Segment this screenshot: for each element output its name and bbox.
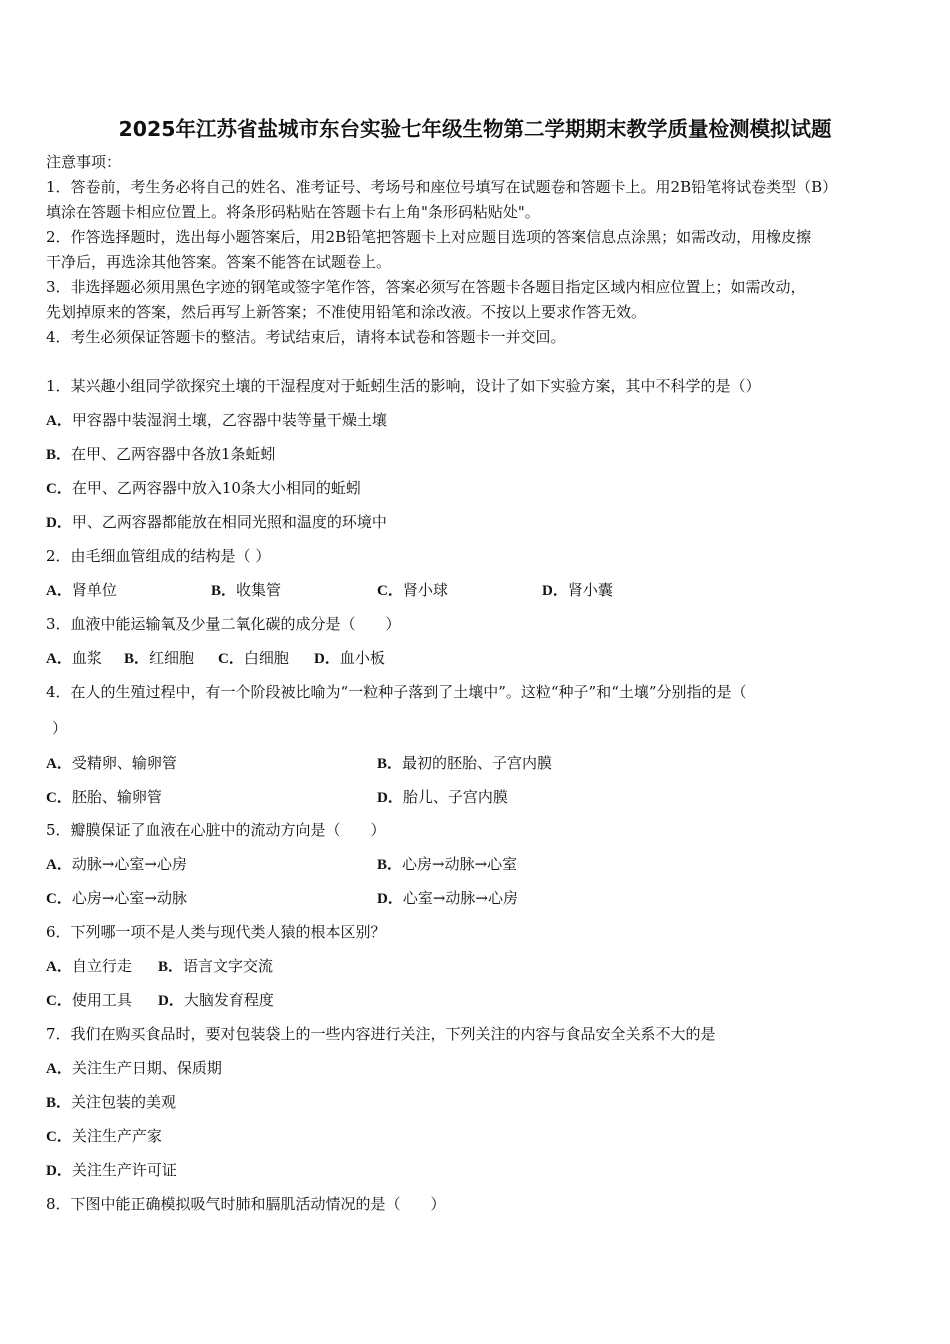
- option-label: B．: [124, 651, 150, 667]
- option-text: 收集管: [236, 581, 282, 599]
- option-text: 受精卵、输卵管: [71, 754, 177, 772]
- option-a: [46, 410, 387, 431]
- question-stem-continued: ）: [52, 719, 68, 737]
- option-label: D．: [314, 651, 340, 667]
- option-b: [46, 444, 276, 465]
- option-c: [46, 990, 132, 1011]
- option-text: 大脑发育程度: [183, 991, 274, 1009]
- option-c: [377, 580, 448, 601]
- option-text: 最初的胚胎、子宫内膜: [402, 754, 553, 772]
- option-label: C．: [218, 651, 244, 667]
- option-label: A．: [46, 857, 72, 873]
- option-b: [124, 648, 194, 669]
- option-label: A．: [46, 583, 72, 599]
- option-label: A．: [46, 651, 72, 667]
- option-text: 血小板: [339, 649, 385, 667]
- question-stem: 6．下列哪一项不是人类与现代类人猿的根本区别？: [46, 923, 386, 941]
- option-text: 心房→心室→动脉: [71, 889, 187, 907]
- option-text: 在甲、乙两容器中放入10条大小相同的蚯蚓: [71, 479, 361, 497]
- option-label: C．: [46, 891, 72, 907]
- option-b: [377, 753, 552, 774]
- option-label: A．: [46, 413, 72, 429]
- option-label: C．: [46, 790, 72, 806]
- option-label: C．: [46, 1129, 72, 1145]
- option-b: [46, 1092, 176, 1113]
- question-stem: 8．下图中能正确模拟吸气时肺和膈肌活动情况的是（ ）: [46, 1195, 446, 1213]
- option-c: [46, 787, 162, 808]
- option-text: 甲、乙两容器都能放在相同光照和温度的环境中: [71, 513, 387, 531]
- question-stem: 1．某兴趣小组同学欲探究土壤的干湿程度对于蚯蚓生活的影响，设计了如下实验方案，其中不科学的是（）: [46, 377, 761, 395]
- option-d: [46, 512, 387, 533]
- option-a: [46, 956, 132, 977]
- question-stem: 4．在人的生殖过程中，有一个阶段被比喻为“一粒种子落到了土壤中”。这粒“种子”和“土壤”分别指的是（: [46, 683, 747, 701]
- page-title: 2025年江苏省盐城市东台实验七年级生物第二学期期末教学质量检测模拟试题: [118, 117, 832, 141]
- option-c: [218, 648, 289, 669]
- notice-heading: 注意事项：: [46, 153, 122, 171]
- notice-line: 1．答卷前，考生务必将自己的姓名、准考证号、考场号和座位号填写在试题卷和答题卡上。用2B铅笔将试卷类型（B）: [46, 178, 838, 196]
- option-a: [46, 854, 187, 875]
- option-text: 关注生产日期、保质期: [71, 1059, 222, 1077]
- option-text: 甲容器中装湿润土壤，乙容器中装等量干燥土壤: [71, 411, 387, 429]
- option-label: C．: [377, 583, 403, 599]
- notice-line: 3．非选择题必须用黑色字迹的钢笔或签字笔作答，答案必须写在答题卡各题目指定区域内相应位置上；如需改动，: [46, 278, 806, 296]
- option-d: [377, 888, 518, 909]
- option-a: [46, 753, 177, 774]
- question-stem: 3．血液中能运输氧及少量二氧化碳的成分是（ ）: [46, 615, 401, 633]
- option-text: 关注生产许可证: [71, 1161, 177, 1179]
- option-label: A．: [46, 959, 72, 975]
- option-text: 关注生产产家: [71, 1127, 162, 1145]
- option-text: 在甲、乙两容器中各放1条蚯蚓: [71, 445, 276, 463]
- option-text: 语言文字交流: [183, 957, 274, 975]
- question-stem: 7．我们在购买食品时，要对包装袋上的一些内容进行关注，下列关注的内容与食品安全关系不大的是: [46, 1025, 716, 1043]
- option-text: 使用工具: [71, 991, 132, 1009]
- option-d: [542, 580, 613, 601]
- question-stem: 2．由毛细血管组成的结构是（ ）: [46, 547, 271, 565]
- option-text: 心室→动脉→心房: [402, 889, 518, 907]
- option-text: 血浆: [71, 649, 102, 667]
- option-label: C．: [46, 993, 72, 1009]
- option-text: 自立行走: [71, 957, 132, 975]
- option-a: [46, 648, 102, 669]
- option-text: 白细胞: [243, 649, 289, 667]
- option-label: D．: [377, 790, 403, 806]
- option-d: [158, 990, 274, 1011]
- option-text: 胎儿、子宫内膜: [402, 788, 508, 806]
- notice-line: 2．作答选择题时，选出每小题答案后，用2B铅笔把答题卡上对应题目选项的答案信息点涂黑；如需改动，用橡皮擦: [46, 228, 812, 246]
- option-d: [314, 648, 385, 669]
- option-text: 红细胞: [149, 649, 195, 667]
- option-d: [46, 1160, 177, 1181]
- option-d: [377, 787, 508, 808]
- option-a: [46, 1058, 222, 1079]
- option-text: 关注包装的美观: [71, 1093, 177, 1111]
- option-label: B．: [377, 857, 403, 873]
- option-c: [46, 1126, 162, 1147]
- option-label: A．: [46, 756, 72, 772]
- option-c: [46, 478, 361, 499]
- option-text: 肾小囊: [567, 581, 613, 599]
- option-text: 动脉→心室→心房: [71, 855, 187, 873]
- option-label: C．: [46, 481, 72, 497]
- option-text: 肾单位: [71, 581, 117, 599]
- option-label: B．: [158, 959, 184, 975]
- option-label: D．: [377, 891, 403, 907]
- option-c: [46, 888, 187, 909]
- option-b: [211, 580, 281, 601]
- notice-line: 先划掉原来的答案，然后再写上新答案；不准使用铅笔和涂改液。不按以上要求作答无效。: [46, 303, 647, 321]
- question-stem: 5．瓣膜保证了血液在心脏中的流动方向是（ ）: [46, 821, 386, 839]
- option-label: D．: [542, 583, 568, 599]
- option-label: B．: [377, 756, 403, 772]
- option-label: D．: [46, 1163, 72, 1179]
- notice-line: 4．考生必须保证答题卡的整洁。考试结束后，请将本试卷和答题卡一并交回。: [46, 328, 566, 346]
- option-b: [158, 956, 273, 977]
- option-label: B．: [211, 583, 237, 599]
- notice-line: 填涂在答题卡相应位置上。将条形码粘贴在答题卡右上角"条形码粘贴处"。: [46, 203, 540, 221]
- option-label: B．: [46, 1095, 72, 1111]
- option-label: B．: [46, 447, 72, 463]
- option-b: [377, 854, 517, 875]
- option-label: D．: [46, 515, 72, 531]
- option-label: D．: [158, 993, 184, 1009]
- option-text: 心房→动脉→心室: [402, 855, 518, 873]
- notice-line: 干净后，再选涂其他答案。答案不能答在试题卷上。: [46, 253, 392, 271]
- option-a: [46, 580, 117, 601]
- option-text: 肾小球: [402, 581, 448, 599]
- option-text: 胚胎、输卵管: [71, 788, 162, 806]
- option-label: A．: [46, 1061, 72, 1077]
